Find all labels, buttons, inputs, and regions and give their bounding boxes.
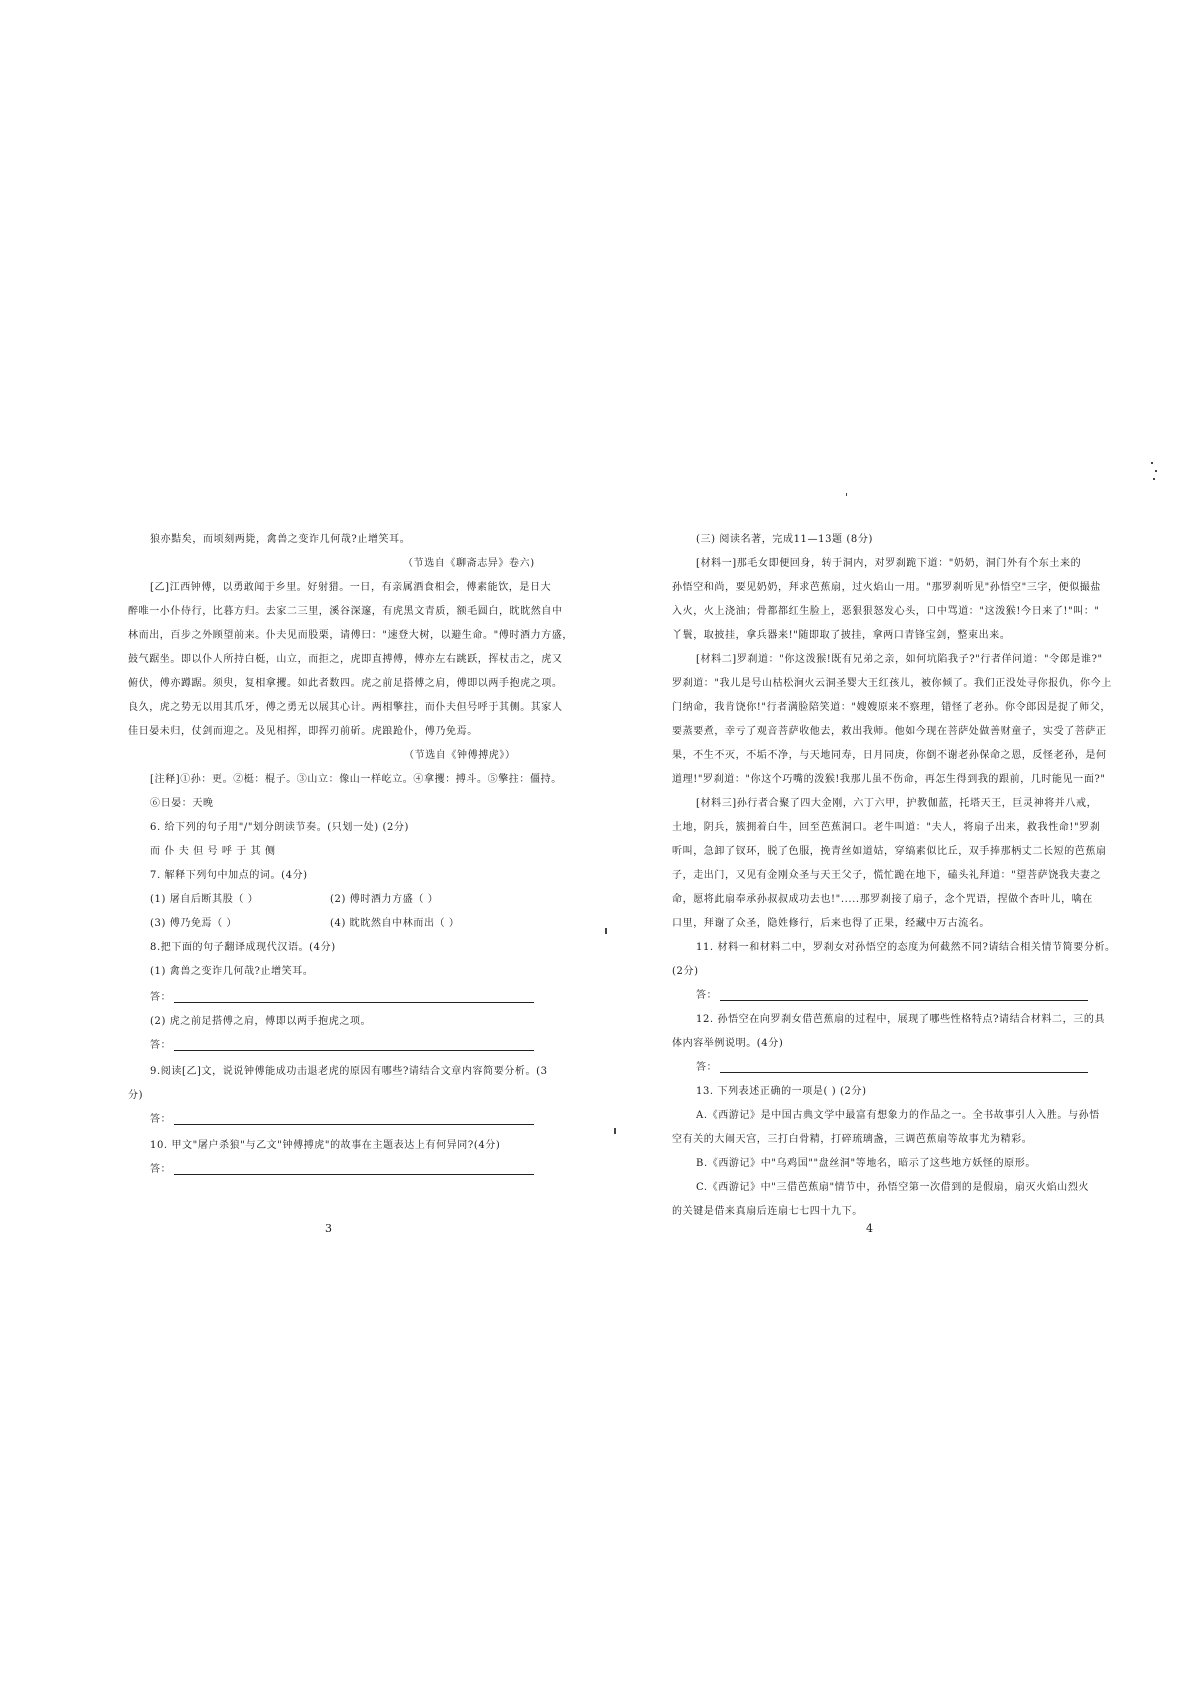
answer-line[interactable] [174,1124,534,1125]
question-12: 12. 孙悟空在向罗刹女借芭蕉扇的过程中，展现了哪些性格特点?请结合材料二，三的具 [696,1014,1106,1025]
answer-label: 答： [150,1114,172,1125]
question-12-continued: 体内容举例说明。(4分) [672,1038,784,1049]
question-7: 7. 解释下列句中加点的词。(4分) [150,870,308,881]
option-b[interactable]: B.《西游记》中"乌鸡国""盘丝洞"等地名，暗示了这些地方妖怪的原形。 [696,1158,1036,1169]
text-line: 孙悟空和尚，要见奶奶，拜求芭蕉扇，过火焰山一用。"那罗刹听见"孙悟空"三字，便似撮盐 [672,582,1101,593]
scan-speck [614,1128,616,1134]
section-heading: (三) 阅读名著，完成11—13题 (8分) [696,534,873,545]
question-11-continued: (2分) [672,966,699,977]
scan-speck [1155,470,1157,472]
answer-line[interactable] [720,1000,1088,1001]
option-c-continued: 的关键是借来真扇后连扇七七四十九下。 [672,1206,863,1217]
source-citation: （节选自《聊斋志异》卷六) [403,558,535,569]
answer-line[interactable] [174,1050,534,1051]
question-11: 11. 材料一和材料二中，罗刹女对孙悟空的态度为何截然不同?请结合相关情节简要分析。 [696,942,1116,953]
scan-speck [1151,462,1153,464]
annotation-line: [注释]①孙：更。②梃：棍子。③山立：像山一样屹立。④拿攫：搏斗。⑤擎拄：僵持。 [150,774,562,785]
annotation-line: ⑥日晏：天晚 [150,798,214,809]
question-7-item-4: (4) 眈眈然自中林而出（ ） [330,918,460,929]
text-line: 土地，阴兵，簇拥着白牛，回至芭蕉洞口。老牛叫道："夫人，将扇子出来，救我性命!"罗刹 [672,822,1101,833]
text-line: 要蒸要煮，幸亏了观音菩萨收他去，救出我师。他如今现在菩萨处做善财童子，实受了菩萨正 [672,726,1107,737]
question-10: 10. 甲文"屠户杀狼"与乙文"钟傅搏虎"的故事在主题表达上有何异同?(4分) [150,1140,501,1151]
text-line: 入火，火上浇油；骨都都红生脸上，恶狠狠怒发心头，口中骂道："这泼猴!今日来了!"叫：" [672,606,1100,617]
question-7-item-1: (1) 屠自后断其股（ ） [150,894,259,905]
question-9: 9.阅读[乙]文，说说钟傅能成功击退老虎的原因有哪些?请结合文章内容简要分析。(3 [150,1066,548,1077]
question-7-item-2: (2) 傅时酒力方盛（ ） [330,894,439,905]
question-8: 8.把下面的句子翻译成现代汉语。(4分) [150,942,336,953]
question-9-continued: 分) [128,1090,144,1101]
page-number: 4 [866,1222,873,1235]
option-c[interactable]: C.《西游记》中"三借芭蕉扇"情节中，孙悟空第一次借到的是假扇，扇灭火焰山烈火 [696,1182,1090,1193]
question-6: 6. 给下列的句子用"/"划分朗读节奏。(只划一处) (2分) [150,822,410,833]
text-line: 鼓气踞坐。即以仆人所持白梃，山立，而拒之，虎即直搏傅，傅亦左右跳跃，挥杖击之，虎又 [128,654,563,665]
text-line: 丫鬟，取披挂，拿兵器来!"随即取了披挂，拿两口青锋宝剑，整束出来。 [672,630,1011,641]
text-line: [材料二]罗刹道："你这泼猴!既有兄弟之亲，如何坑陷我子?"行者佯问道："令郎是谁?" [696,654,1103,665]
text-line: 佳日晏未归，仗剑而迎之。及见相挥，即挥刃前斫。虎踉跄仆，傅乃免焉。 [128,726,478,737]
text-line: 子，走出门，又见有金刚众圣与天王父子，慌忙跪在地下，磕头礼拜道："望菩萨饶我夫妻之 [672,870,1102,881]
scan-speck [1153,478,1155,480]
option-a-continued: 空有关的大闹天宫，三打白骨精，打碎琉璃盏，三调芭蕉扇等故事尤为精彩。 [672,1134,1033,1145]
text-line: 良久，虎之势无以用其爪牙，傅之勇无以展其心计。两相擎拄，而仆夫但号呼于其侧。其家人 [128,702,563,713]
text-line: 命，愿将此扇奉承孙叔叔成功去也!".....那罗刹接了扇子，念个咒语，捏做个杏叶儿，噙在 [672,894,1093,905]
answer-line[interactable] [174,1174,534,1175]
text-line: 狼亦黠矣，而顷刻两毙，禽兽之变诈几何哉?止增笑耳。 [150,534,411,545]
text-line: 俯伏，傅亦蹲踞。须臾，复相拿攫。如此者数四。虎之前足搭傅之肩，傅即以两手抱虎之项。 [128,678,563,689]
question-8-item-1: (1) 禽兽之变诈几何哉?止增笑耳。 [150,966,314,977]
answer-label: 答： [696,1062,718,1073]
question-8-item-2: (2) 虎之前足搭傅之肩，傅即以两手抱虎之项。 [150,1016,372,1027]
exam-page-4 [600,0,1200,1697]
text-line: 林而出，百步之外顾望前来。仆夫见而股栗，请傅曰："速登大树，以避生命。"傅时酒力方盛， [128,630,573,641]
text-line: [乙]江西钟傅，以勇敢闻于乡里。好射猎。一日，有亲属酒食相会，傅素能饮，是日大 [150,582,552,593]
question-7-item-3: (3) 傅乃免焉（ ） [150,918,238,929]
text-line: 果，不生不灭，不垢不净，与天地同寿，日月同庚，你倒不谢老孙保命之恩，反怪老孙，是何 [672,750,1107,761]
text-line: 道理!"罗刹道："你这个巧嘴的泼猴!我那儿虽不伤命，再怎生得到我的跟前，几时能见一面?" [672,774,1106,785]
answer-label: 答： [150,1040,172,1051]
text-line: [材料一]那毛女即便回身，转于洞内，对罗刹跪下道："奶奶，洞门外有个东土来的 [696,558,1082,569]
question-6-sentence: 而 仆 夫 但 号 呼 于 其 侧 [150,846,276,857]
page-number: 3 [325,1222,332,1235]
option-a[interactable]: A.《西游记》是中国古典文学中最富有想象力的作品之一。全书故事引人入胜。与孙悟 [696,1110,1100,1121]
question-13: 13. 下列表述正确的一项是( ) (2分) [696,1086,867,1097]
answer-label: 答： [696,990,718,1001]
answer-line[interactable] [720,1072,1088,1073]
answer-label: 答： [150,992,172,1003]
text-line: 听叫，急卸了钗环，脱了色服，挽青丝如道姑，穿缟素似比丘，双手捧那柄丈二长短的芭蕉扇 [672,846,1107,857]
answer-line[interactable] [174,1002,534,1003]
text-line: [材料三]孙行者合聚了四大金刚，六丁六甲，护教伽蓝，托塔天王，巨灵神将并八戒， [696,798,1098,809]
source-citation: （节选自《钟傅搏虎》） [404,750,516,761]
scan-speck [605,928,607,934]
text-line: 口里，拜谢了众圣，隐姓修行，后来也得了正果，经藏中万古流名。 [672,918,990,929]
text-line: 门纳命，我肯饶你!"行者满脸陪笑道："嫂嫂原来不察理，错怪了老孙。你令郎因是捉了师父， [672,702,1112,713]
text-line: 罗刹道："我儿是号山枯松涧火云洞圣婴大王红孩儿，被你倾了。我们正没处寻你报仇，你今上 [672,678,1112,689]
text-line: 醉唯一小仆侍行，比暮方归。去家二三里，溪谷深邃，有虎黑文青质，额毛圆白，眈眈然自中 [128,606,563,617]
scan-speck [846,493,847,496]
answer-label: 答： [150,1164,172,1175]
